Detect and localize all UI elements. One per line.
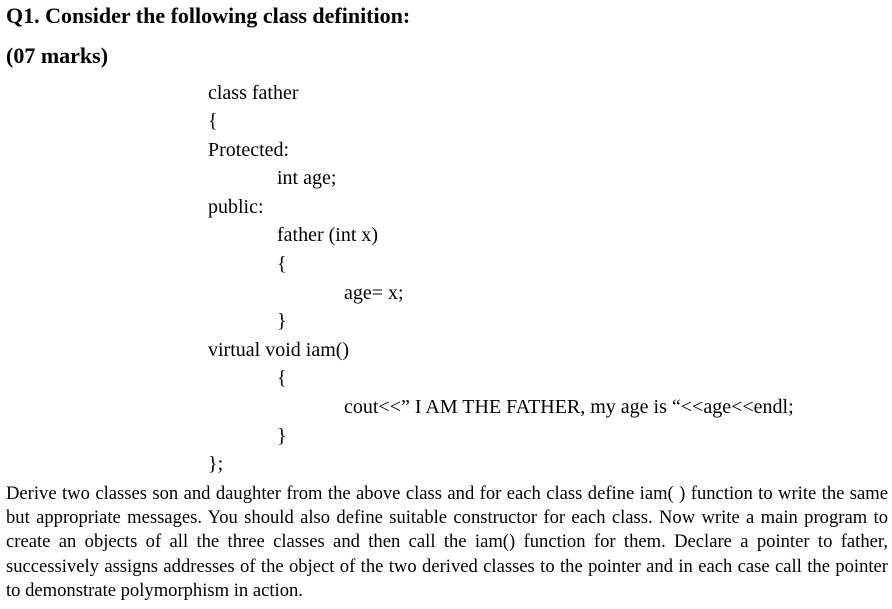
code-line-ctor-close: } (277, 310, 287, 332)
instructions-paragraph: Derive two classes son and daughter from the above class and for each class define iam( ) function to write the same but appropriate messages. You should also define suitable constructor for each class. Now write a main program to create an objects of all the three classes and then call the iam() function for them. Declare a pointer to father, successively assigns addresses of the object of the two derived classes to the pointer and in each case call the pointer to demonstrate polymorphism in action. (6, 483, 888, 601)
code-line-virtual-iam: virtual void iam() (208, 339, 350, 361)
code-line-class-header: class father (208, 82, 299, 104)
code-line-open-brace: { (208, 110, 218, 132)
code-line-cout: cout<<” I AM THE FATHER, my age is “<<age<<endl; (344, 396, 794, 418)
code-line-class-close: }; (208, 453, 224, 475)
question-title: Q1. Consider the following class definition: (6, 3, 411, 28)
code-line-constructor: father (int x) (277, 224, 379, 246)
code-line-assign-age: age= x; (344, 282, 404, 304)
code-line-iam-close: } (277, 425, 287, 447)
question-marks: (07 marks) (6, 43, 109, 68)
code-line-iam-open: { (277, 367, 287, 389)
code-line-public: public: (208, 196, 264, 218)
code-line-protected: Protected: (208, 139, 290, 161)
code-line-ctor-open: { (277, 253, 287, 275)
code-line-int-age: int age; (277, 167, 337, 189)
